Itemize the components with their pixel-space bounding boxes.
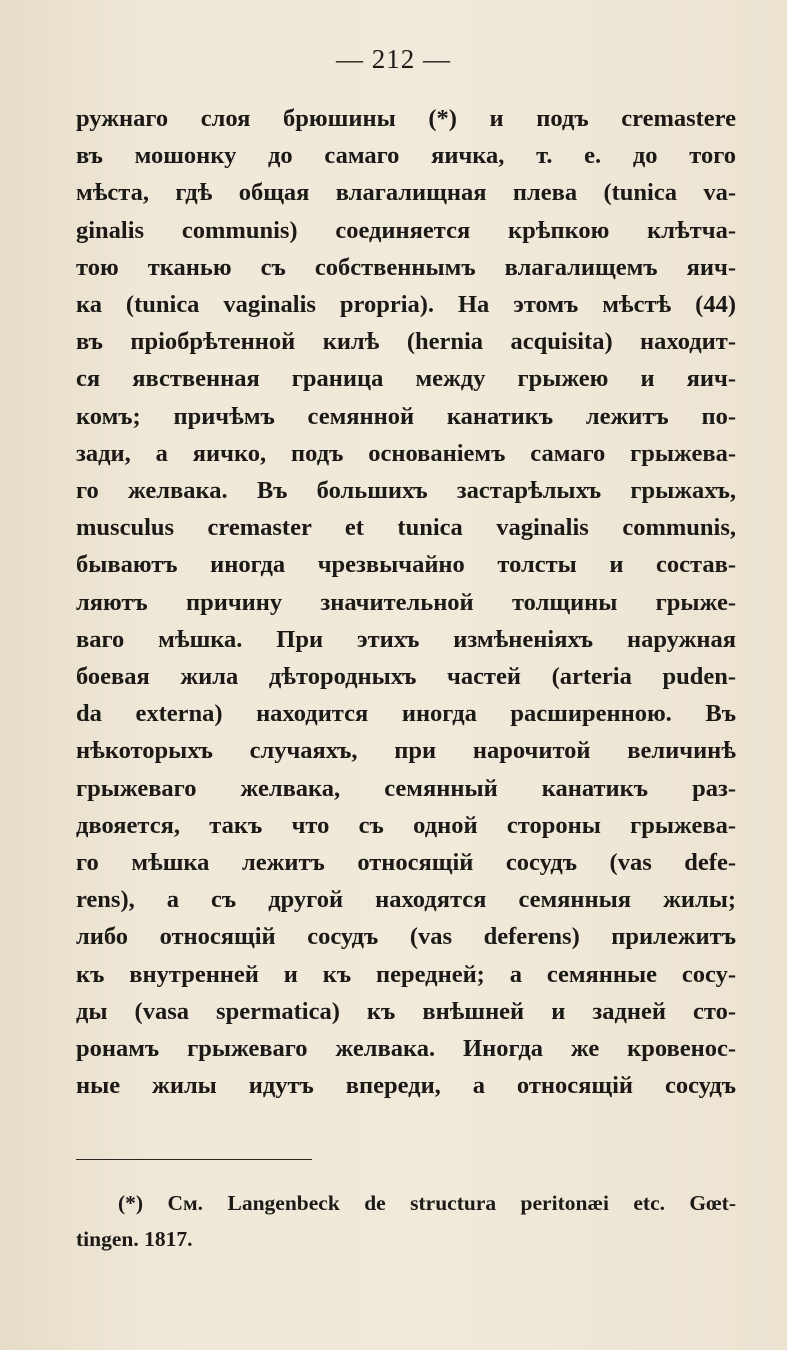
text-line: тою тканью съ собственнымъ влагалищемъ яич- [76,253,736,281]
text-line: либо относящій сосудъ (vas deferens) прилежитъ [76,923,736,951]
footnote-divider [76,1159,312,1160]
text-line: ды (vasa spermatica) къ внѣшней и задней сто- [76,997,736,1025]
text-line: боевая жила дѣтородныхъ частей (arteria puden- [76,663,736,691]
text-line: мѣста, гдѣ общая влагалищная плева (tunica va- [76,179,736,207]
text-line: го мѣшка лежитъ относящій сосудъ (vas defe- [76,849,736,877]
text-line: ружнаго слоя брюшины (*) и подъ cremastere [76,105,736,132]
text-line: двояется, такъ что съ одной стороны грыжева- [76,811,736,839]
text-line: бываютъ иногда чрезвычайно толсты и состав- [76,551,736,579]
text-line: da externa) находится иногда расширенною. Въ [76,700,736,728]
text-line: ка (tunica vaginalis propria). На этомъ мѣстѣ (44) [76,291,736,319]
text-line: ные жилы идутъ впереди, а относящій сосудъ [76,1072,736,1100]
text-line: rens), а съ другой находятся семянныя жилы; [76,886,736,914]
text-line: въ пріобрѣтенной килѣ (hernia acquisita) находит- [76,328,736,356]
text-line: ся явственная граница между грыжею и яич- [76,365,736,393]
footnote-line: tingen. 1817. [76,1227,193,1251]
text-line: ваго мѣшка. При этихъ измѣненіяхъ наружная [76,625,736,653]
page-number: — 212 — [336,44,451,74]
text-line: го желвака. Въ большихъ застарѣлыхъ грыжахъ, [76,477,736,505]
footnote-line: (*) См. Langenbeck de structura peritonæi etc. Gœt- [118,1191,736,1215]
main-text [76,100,736,1104]
text-line: ginalis communis) соединяется крѣпкою клѣтча- [76,216,736,244]
text-line: зади, а яичко, подъ основаніемъ самаго грыжева- [76,439,736,467]
text-line: ронамъ грыжеваго желвака. Иногда же кровенос- [76,1035,736,1063]
text-line: къ внутренней и къ передней; а семянные сосу- [76,960,736,988]
text-line: ляютъ причину значительной толщины грыже- [76,588,736,616]
footnote [76,1185,736,1257]
text-line: musculus cremaster et tunica vaginalis communis, [76,514,736,542]
text-line: въ мошонку до самаго яичка, т. е. до того [76,142,736,170]
text-line: комъ; причѣмъ семянной канатикъ лежитъ по- [76,402,736,430]
text-line: грыжеваго желвака, семянный канатикъ раз- [76,774,736,802]
text-line: нѣкоторыхъ случаяхъ, при нарочитой величинѣ [76,737,736,765]
